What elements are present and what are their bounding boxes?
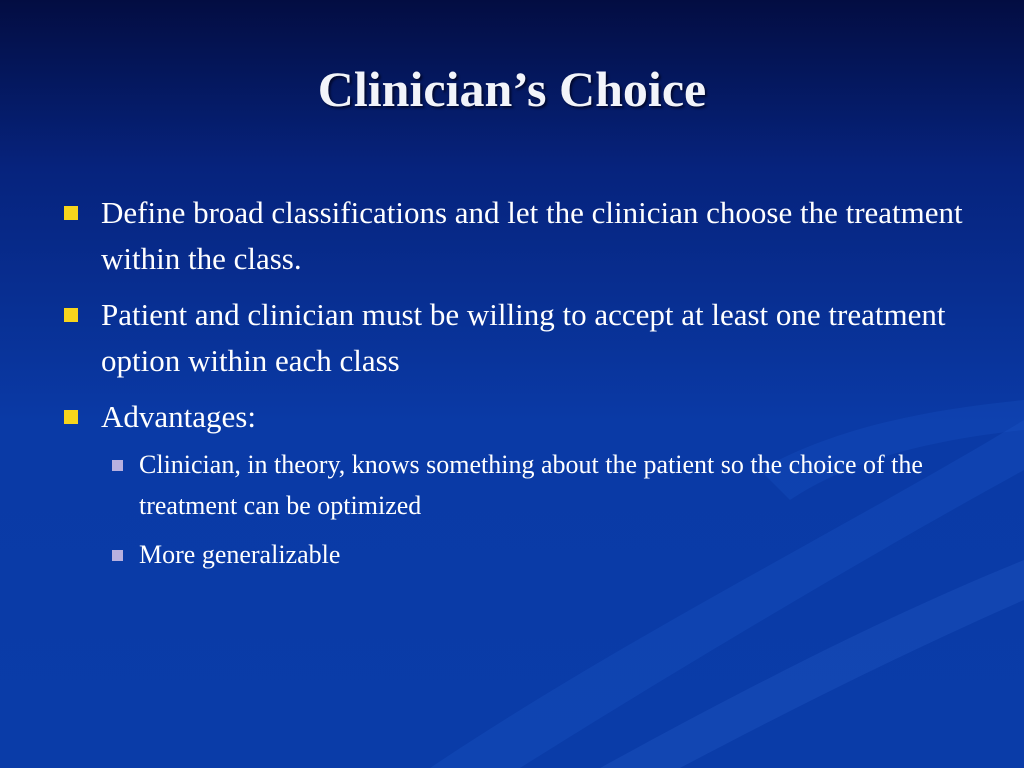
bullet-text: Advantages: [101,399,256,434]
sub-bullet-item [105,534,970,575]
sub-bullet-text: Clinician, in theory, knows something about the patient so the choice of the treatment can be optimized [139,450,923,520]
square-sub-bullet-icon [112,550,123,561]
bullet-text: Define broad classifications and let the clinician choose the treatment within the class. [101,195,963,276]
bullet-text: Patient and clinician must be willing to accept at least one treatment option within each class [101,297,946,378]
sub-bullet-text: More generalizable [139,540,341,569]
square-bullet-icon [64,308,78,322]
bullet-item [60,190,970,282]
bullet-item [60,394,970,440]
bullet-list [60,190,970,583]
square-bullet-icon [64,206,78,220]
square-bullet-icon [64,410,78,424]
slide-title: Clinician’s Choice [317,61,707,117]
sub-bullet-item [105,444,970,526]
square-sub-bullet-icon [112,460,123,471]
bullet-item [60,292,970,384]
